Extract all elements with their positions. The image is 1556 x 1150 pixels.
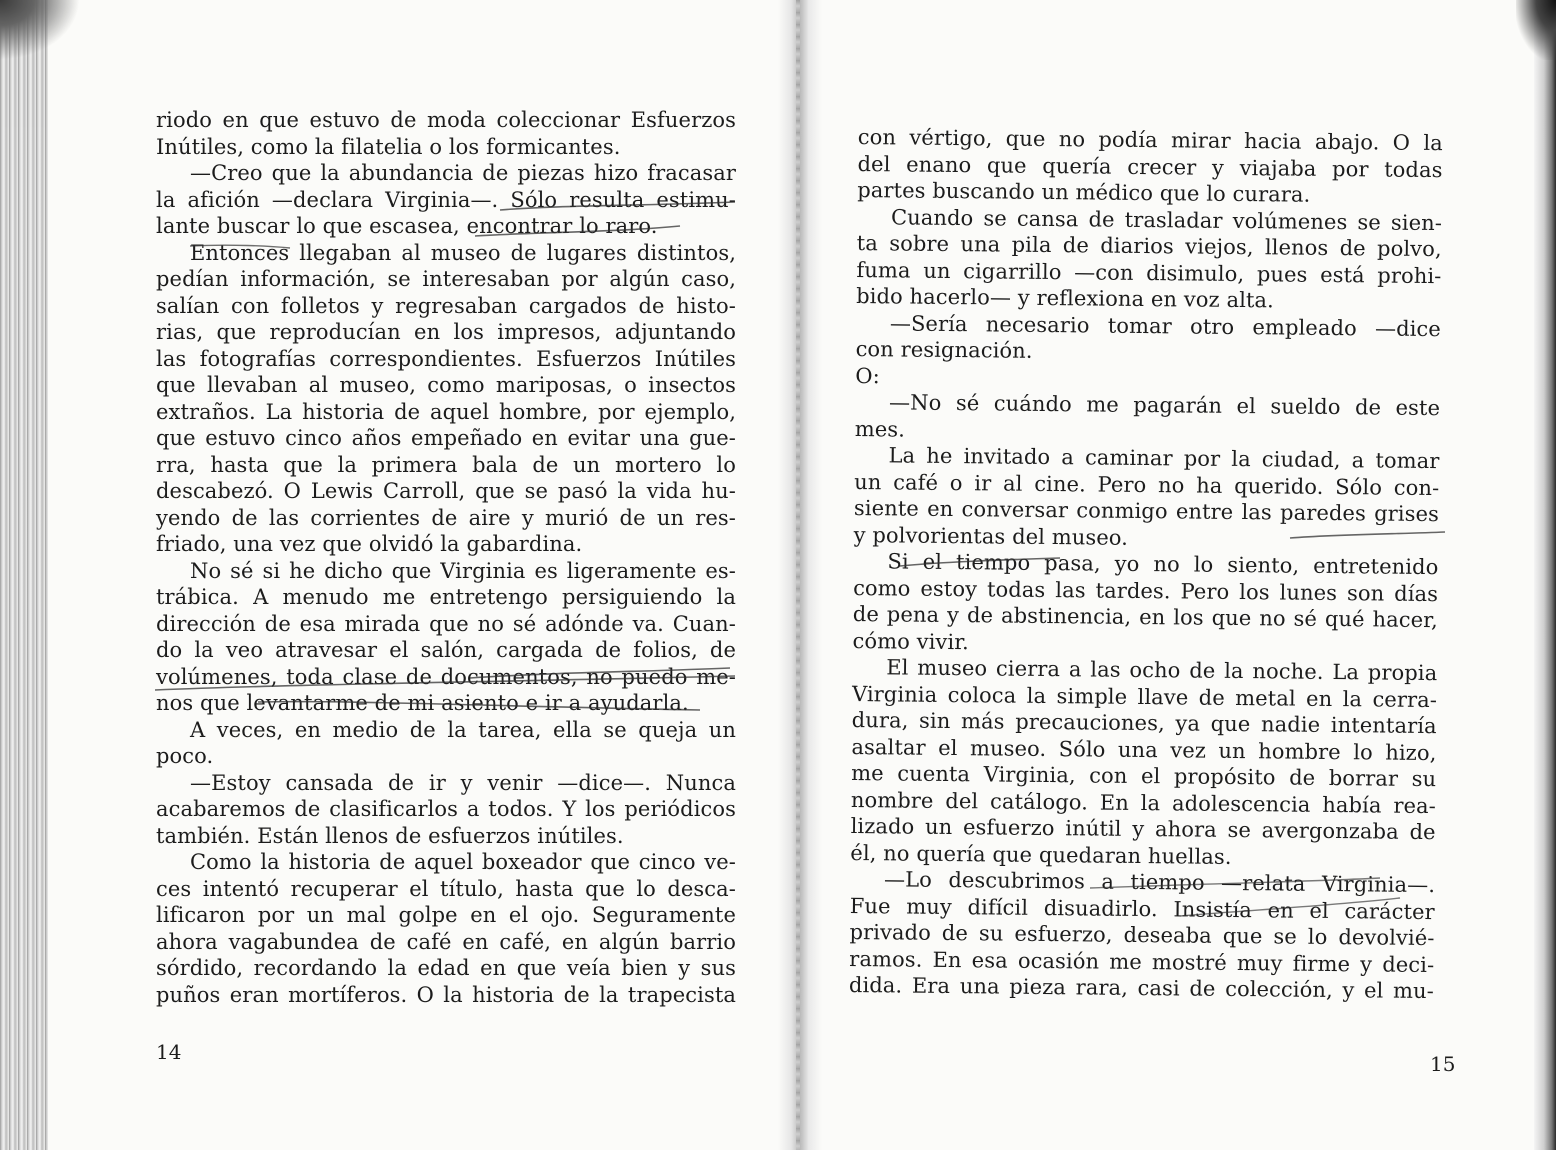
text-line: que estuvo cinco años empeñado en evitar una gue- xyxy=(156,426,736,450)
text-line: El museo cierra a las ocho de la noche. La propia xyxy=(886,655,1438,686)
text-line: privado de su esfuerzo, deseaba que se lo devolvié- xyxy=(849,919,1435,951)
left-page-text xyxy=(156,107,736,1008)
text-line: riodo en que estuvo de moda coleccionar Esfuerzos xyxy=(156,108,736,132)
text-line: Fue muy difícil disuadirlo. Insistía en el carácter xyxy=(849,893,1435,924)
text-line: volúmenes, toda clase de documentos, no puedo me- xyxy=(156,664,736,689)
text-line: acabaremos de clasificarlos a todos. Y los periódicos xyxy=(156,797,736,821)
text-line: él, no quería que quedaran huellas. xyxy=(850,840,1232,869)
text-line: Si el tiempo pasa, yo no lo siento, entretenido xyxy=(887,549,1439,580)
text-line: puños eran mortíferos. O la historia de la trapecista xyxy=(156,982,736,1007)
text-line: ta sobre una pila de diarios viejos, llenos de polvo, xyxy=(856,230,1442,262)
text-line: cómo vivir. xyxy=(852,628,970,654)
text-line: también. Están llenos de esfuerzos inútiles. xyxy=(156,823,624,848)
text-line: mes. xyxy=(854,416,906,442)
gutter-fold-line xyxy=(796,0,800,1150)
right-page-number: 15 xyxy=(1430,1052,1456,1076)
text-line: descabezó. O Lewis Carroll, que se pasó la vida hu- xyxy=(156,479,736,503)
text-line: Entonces llegaban al museo de lugares distintos, xyxy=(190,240,736,265)
text-line: la afición —declara Virginia—. Sólo resulta estimu- xyxy=(156,187,736,212)
text-line: bido hacerlo— y reflexiona en voz alta. xyxy=(856,283,1275,313)
text-line: O: xyxy=(855,363,880,388)
text-line: con vértigo, que no podía mirar hacia abajo. O la xyxy=(857,124,1443,156)
text-line: pedían información, se interesaban por algún caso, xyxy=(156,267,736,291)
text-line: rias, que reproducían en los impresos, adjuntando xyxy=(156,320,736,344)
text-line: asaltar el museo. Sólo una vez un hombre lo hizo, xyxy=(851,734,1437,765)
book-gutter xyxy=(778,0,822,1150)
text-line: —Lo descubrimos a tiempo —relata Virginia—. xyxy=(883,867,1436,898)
text-line: —Creo que la abundancia de piezas hizo fracasar xyxy=(190,161,736,185)
text-line: un café o ir al cine. Pero no ha querido. Sólo con- xyxy=(854,469,1440,500)
text-line: siente en conversar conmigo entre las paredes grises xyxy=(853,495,1440,527)
text-line: de pena y de abstinencia, en los que no sé qué hacer, xyxy=(852,601,1438,633)
text-line: dida. Era una pieza rara, casi de colección, y el mu- xyxy=(848,972,1435,1004)
text-line: Virginia coloca la simple llave de metal en la cerra- xyxy=(851,681,1438,712)
text-line: A veces, en medio de la tarea, ella se queja un xyxy=(190,717,736,742)
right-corner-shadow xyxy=(1516,0,1556,60)
text-line: y polvorientas del museo. xyxy=(853,522,1129,550)
text-line: nombre del catálogo. En la adolescencia había rea- xyxy=(850,787,1437,818)
text-line: lante buscar lo que escasea, encontrar lo raro. xyxy=(156,214,658,238)
text-line: dirección de esa mirada que no sé adónde va. Cuan- xyxy=(156,611,736,636)
text-line: Cuando se cansa de trasladar volúmenes se sien- xyxy=(890,204,1443,235)
text-line: me cuenta Virginia, con el propósito de borrar su xyxy=(851,760,1437,792)
text-line: Como la historia de aquel boxeador que cinco ve- xyxy=(190,850,736,874)
text-line: yendo de las corrientes de aire y murió de un res- xyxy=(156,505,736,530)
text-line: Inútiles, como la filatelia o los formicantes. xyxy=(156,134,621,159)
text-line: —No sé cuándo me pagarán el sueldo de este xyxy=(888,390,1441,421)
text-line: fuma un cigarrillo —con disimulo, pues está prohi- xyxy=(856,257,1442,288)
text-line: —Estoy cansada de ir y venir —dice—. Nunca xyxy=(190,770,736,795)
text-line: extraños. La historia de aquel hombre, por ejemplo, xyxy=(156,399,736,424)
text-line: con resignación. xyxy=(855,336,1033,363)
text-line: lizado un esfuerzo inútil y ahora se avergonzaba de xyxy=(850,813,1436,845)
text-line: nos que levantarme de mi asiento e ir a ayudarla. xyxy=(156,691,689,715)
left-page-number: 14 xyxy=(156,1040,182,1064)
left-binding-edge xyxy=(0,0,48,1150)
text-line: poco. xyxy=(156,744,214,768)
text-line: sórdido, recordando la edad en que veía bien y sus xyxy=(156,956,736,980)
text-line: que llevaban al museo, como mariposas, o insectos xyxy=(156,373,736,397)
text-line: dura, sin más precauciones, ya que nadie intentaría xyxy=(851,707,1437,739)
text-line: lificaron por un mal golpe en el ojo. Seguramente xyxy=(156,903,736,927)
text-line: friado, una vez que olvidó la gabardina. xyxy=(156,532,583,556)
text-line: ahora vagabundea de café en café, en algún barrio xyxy=(156,929,736,954)
text-line: las fotografías correspondientes. Esfuerzos Inútiles xyxy=(156,346,736,371)
text-line: No sé si he dicho que Virginia es ligeramente es- xyxy=(190,558,736,583)
text-line: trábica. A menudo me entretengo persiguiendo la xyxy=(156,585,736,609)
text-line: del enano que quería crecer y viajaba por todas xyxy=(857,151,1443,182)
text-line: partes buscando un médico que lo curara. xyxy=(857,177,1311,207)
text-line: La he invitado a caminar por la ciudad, a tomar xyxy=(888,443,1440,474)
right-page-edge xyxy=(1534,0,1556,1150)
text-line: rra, hasta que la primera bala de un mortero lo xyxy=(156,452,736,477)
text-line: do la veo atravesar el salón, cargada de folios, de xyxy=(156,638,736,662)
text-line: salían con folletos y regresaban cargados de histo- xyxy=(156,293,736,318)
right-page-text xyxy=(849,124,1443,1005)
text-line: como estoy todas las tardes. Pero los lunes son días xyxy=(853,575,1439,606)
text-line: —Sería necesario tomar otro empleado —dice xyxy=(889,310,1442,341)
text-line: ramos. En esa ocasión me mostré muy firme y deci- xyxy=(849,946,1435,977)
text-line: ces intentó recuperar el título, hasta que lo desca- xyxy=(156,876,736,901)
